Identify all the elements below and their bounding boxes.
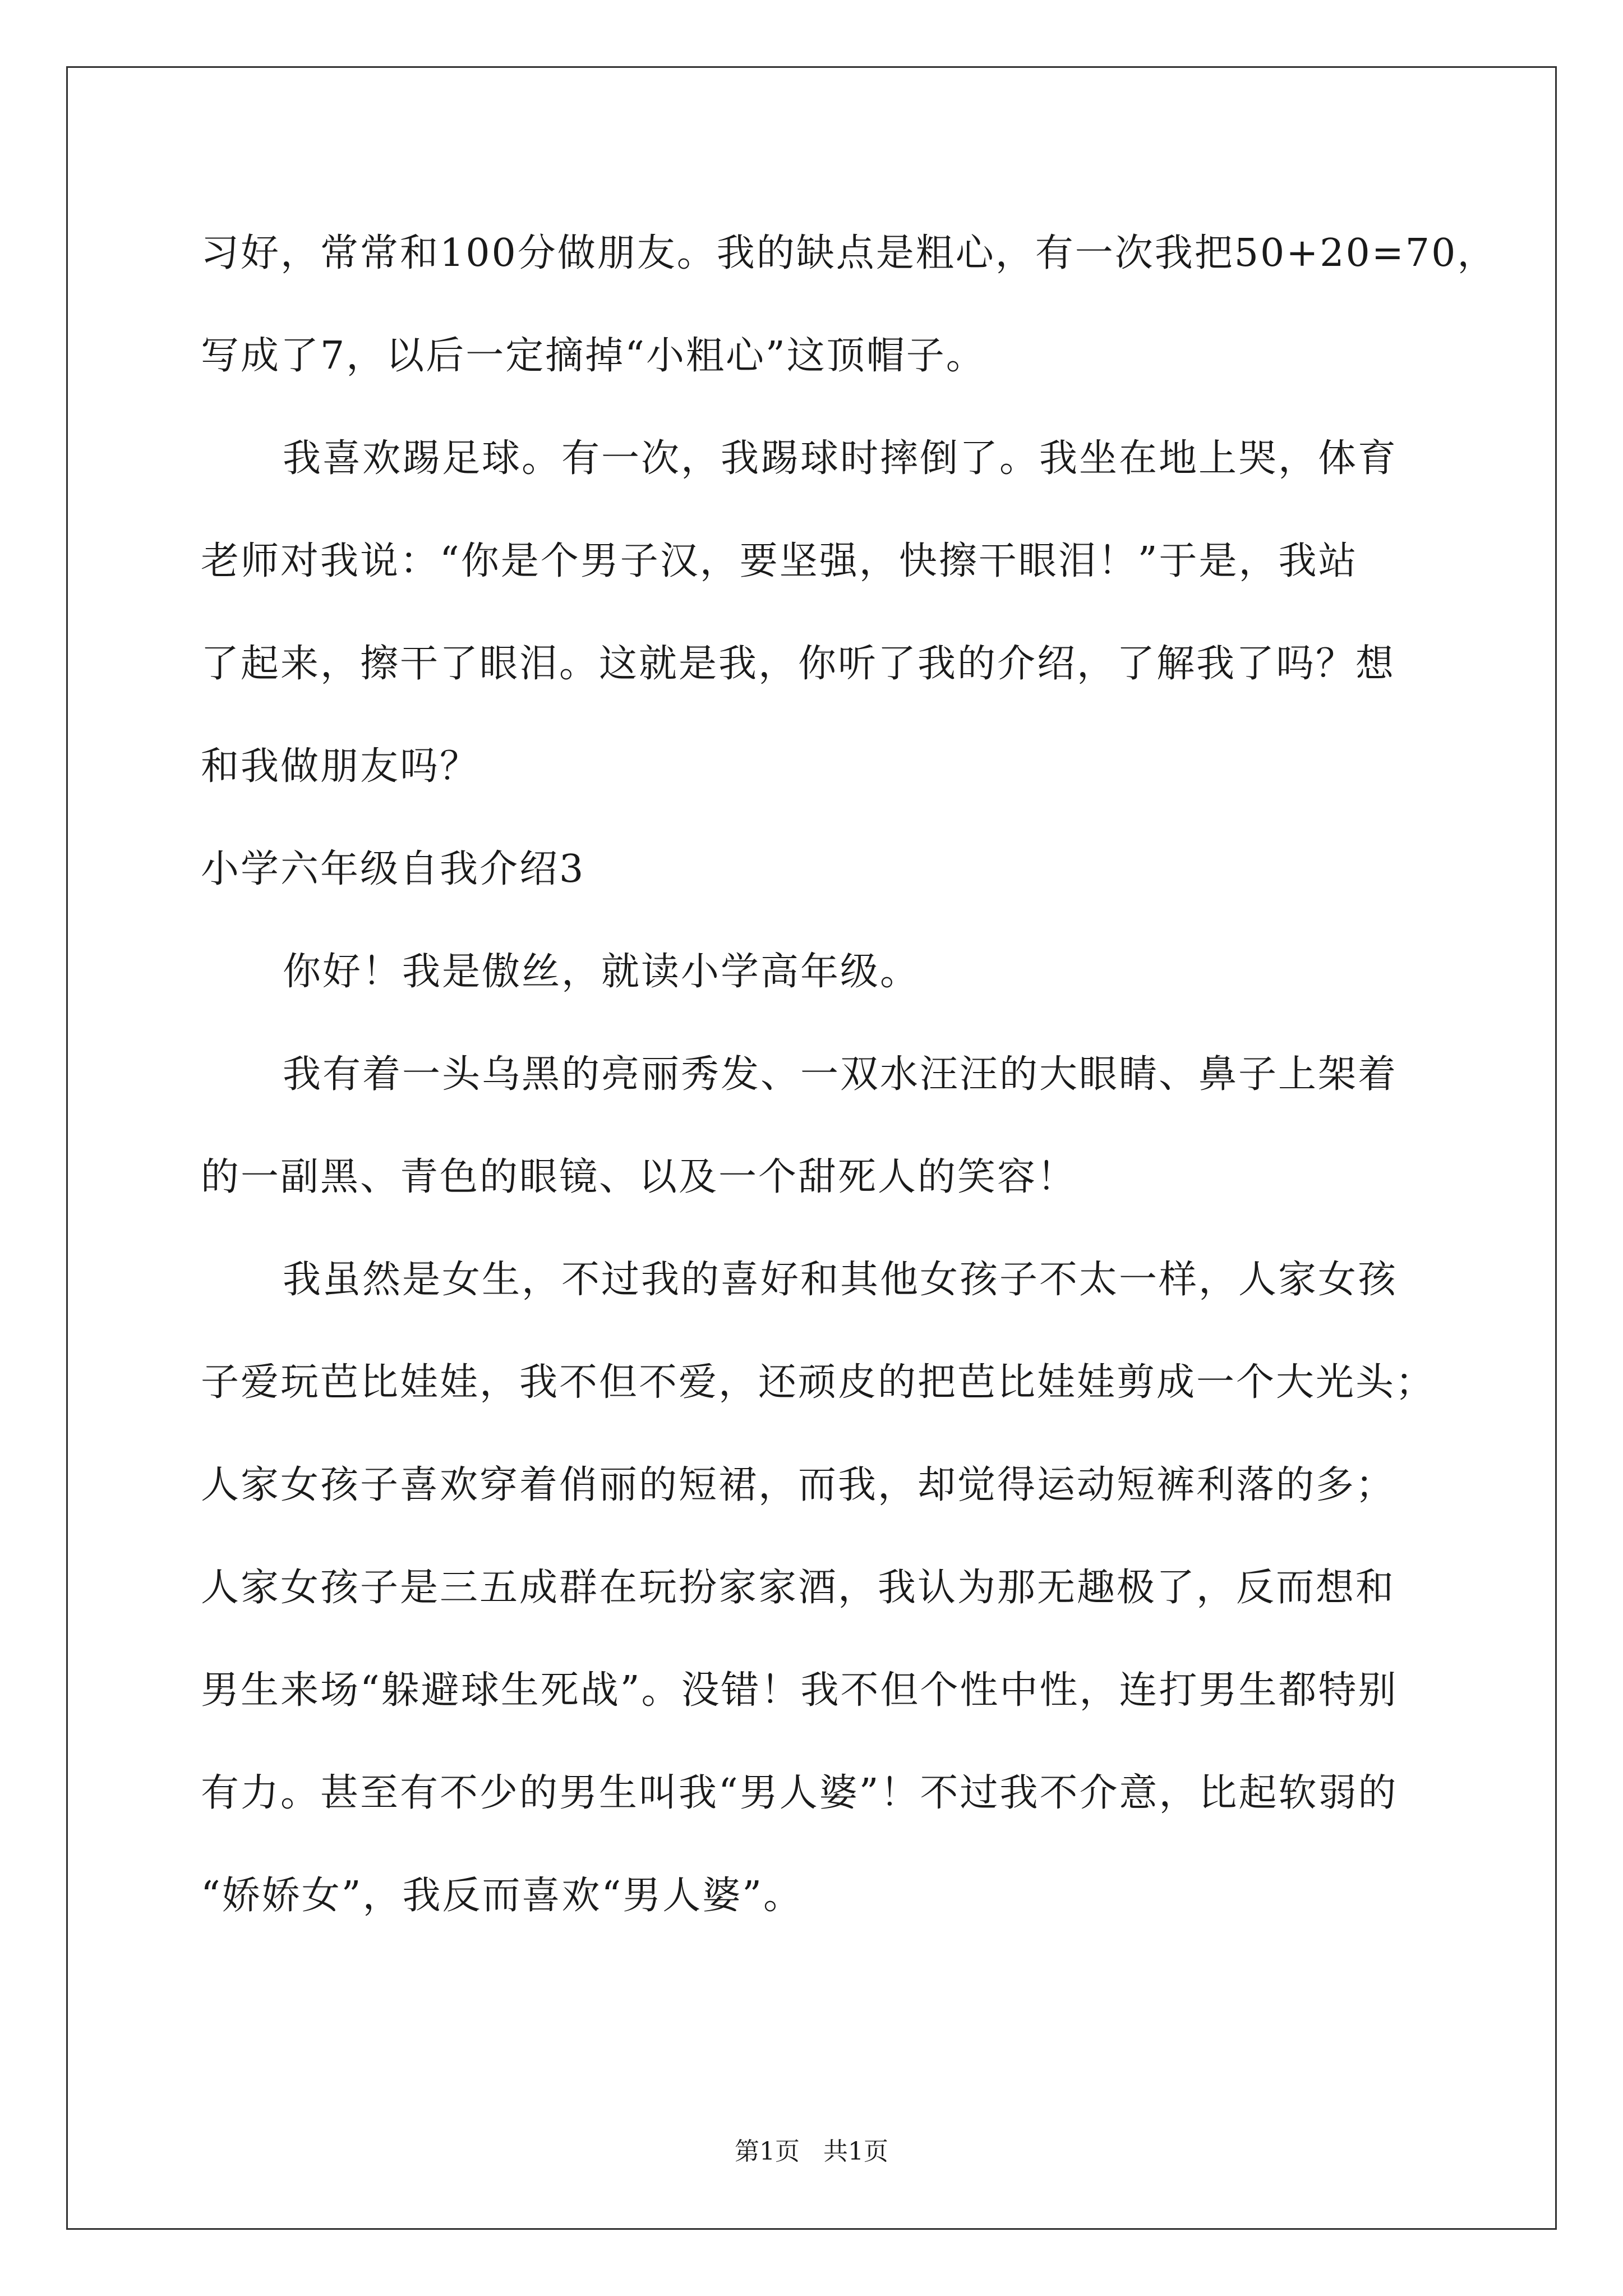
page-number-footer: 第1页 共1页 — [735, 2137, 888, 2166]
paragraph-line: 你好！我是傲丝，就读小学高年级。 — [283, 950, 920, 994]
paragraph-line: 我喜欢踢足球。有一次，我踢球时摔倒了。我坐在地上哭，体育 — [283, 436, 1398, 481]
paragraph-line: 老师对我说：“你是个男子汉，要坚强，快擦干眼泪！”于是，我站 — [201, 539, 1358, 583]
paragraph-line: 和我做朋友吗？ — [201, 744, 480, 789]
paragraph-line: “娇娇女”，我反而喜欢“男人婆”。 — [201, 1874, 804, 1918]
paragraph-line: 的一副黑、青色的眼镜、以及一个甜死人的笑容！ — [201, 1155, 1077, 1199]
document-body — [201, 202, 1497, 1947]
paragraph-line: 有力。甚至有不少的男生叫我“男人婆”！不过我不介意，比起软弱的 — [201, 1771, 1398, 1815]
paragraph-line: 我有着一头乌黑的亮丽秀发、一双水汪汪的大眼睛、鼻子上架着 — [283, 1052, 1398, 1097]
section-heading: 小学六年级自我介绍3 — [201, 847, 585, 891]
paragraph-line: 写成了7，以后一定摘掉“小粗心”这顶帽子。 — [201, 334, 986, 378]
paragraph-line: 习好，常常和100分做朋友。我的缺点是粗心，有一次我把50+20=70， — [201, 231, 1497, 275]
paragraph-line: 我虽然是女生，不过我的喜好和其他女孩子不太一样，人家女孩 — [283, 1258, 1398, 1302]
paragraph-line: 人家女孩子喜欢穿着俏丽的短裙，而我，却觉得运动短裤利落的多； — [201, 1463, 1396, 1507]
paragraph-line: 了起来，擦干了眼泪。这就是我，你听了我的介绍，了解我了吗？想 — [201, 642, 1396, 686]
paragraph-line: 子爱玩芭比娃娃，我不但不爱，还顽皮的把芭比娃娃剪成一个大光头； — [201, 1360, 1436, 1405]
paragraph-line: 人家女孩子是三五成群在玩扮家家酒，我认为那无趣极了，反而想和 — [201, 1566, 1396, 1610]
paragraph-line: 男生来场“躲避球生死战”。没错！我不但个性中性，连打男生都特别 — [201, 1668, 1398, 1713]
